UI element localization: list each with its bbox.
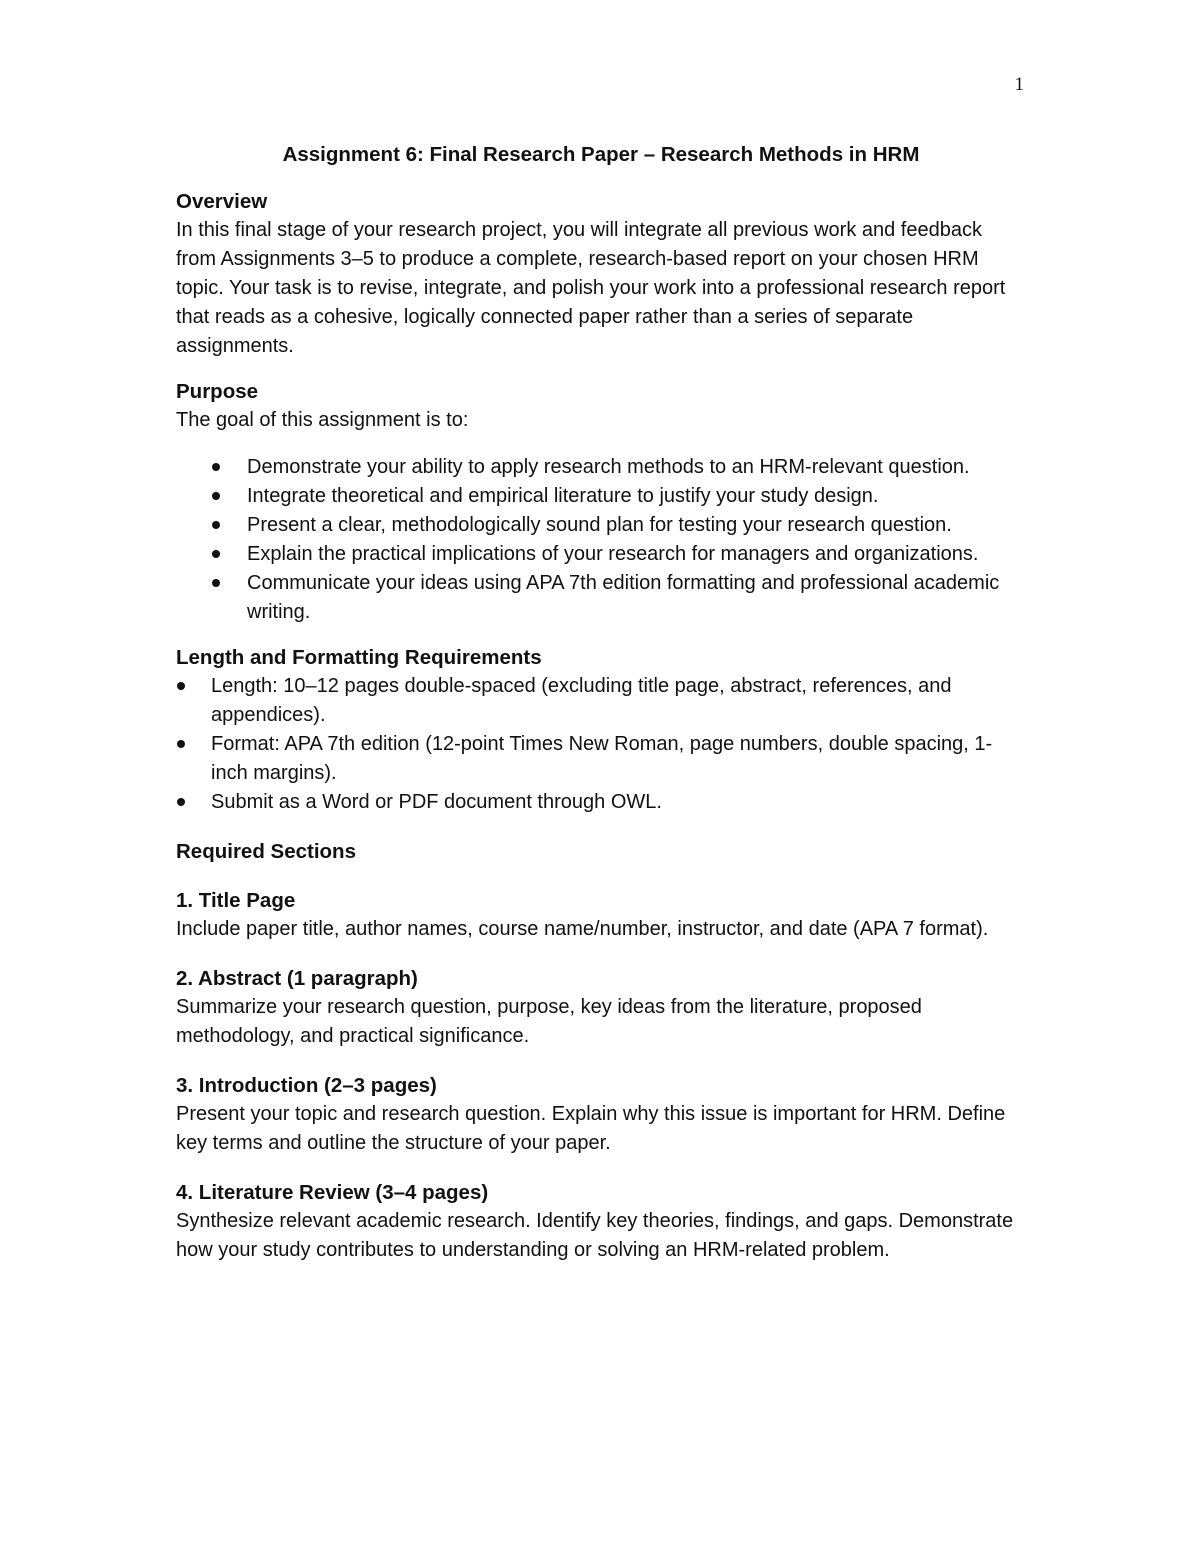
list-item-text: Length: 10–12 pages double-spaced (excluding title page, abstract, references, and appendices). xyxy=(211,675,952,726)
page-number: 1 xyxy=(1014,74,1024,95)
bullet-icon xyxy=(212,521,220,529)
list-item xyxy=(176,569,1026,627)
list-item xyxy=(176,482,1026,511)
required-sections-heading-block xyxy=(176,837,1026,866)
document-title: Assignment 6: Final Research Paper – Research Methods in HRM xyxy=(282,143,920,166)
bullet-icon xyxy=(177,740,185,748)
bullet-icon xyxy=(177,682,185,690)
length-formatting-heading: Length and Formatting Requirements xyxy=(176,646,542,669)
list-item xyxy=(176,730,1026,788)
required-sections-heading: Required Sections xyxy=(176,840,356,863)
section-text: Include paper title, author names, course name/number, instructor, and date (APA 7 format). xyxy=(176,918,989,940)
purpose-intro: The goal of this assignment is to: xyxy=(176,409,469,431)
section-text: Summarize your research question, purpose, key ideas from the literature, proposed methodology, and practical significance. xyxy=(176,996,922,1047)
purpose-section xyxy=(176,377,1026,627)
list-item-text: Integrate theoretical and empirical literature to justify your study design. xyxy=(247,485,879,507)
list-item-text: Present a clear, methodologically sound plan for testing your research question. xyxy=(247,514,952,536)
list-item xyxy=(176,788,1026,817)
overview-heading: Overview xyxy=(176,190,268,213)
list-item-text: Submit as a Word or PDF document through OWL. xyxy=(211,791,662,813)
list-item xyxy=(176,511,1026,540)
list-item-text: Communicate your ideas using APA 7th edition formatting and professional academic writing. xyxy=(247,572,1000,623)
list-item xyxy=(176,453,1026,482)
list-item xyxy=(176,540,1026,569)
section-text: Synthesize relevant academic research. Identify key theories, findings, and gaps. Demonstrate how your study contributes to understanding or solving an HRM-related problem. xyxy=(176,1210,1014,1261)
list-item-text: Explain the practical implications of your research for managers and organizations. xyxy=(247,543,979,565)
purpose-list xyxy=(176,453,1026,627)
overview-section xyxy=(176,187,1026,361)
length-formatting-section xyxy=(176,643,1026,817)
purpose-heading: Purpose xyxy=(176,380,259,403)
section-text: Present your topic and research question. Explain why this issue is important for HRM. Define key terms and outline the structure of your paper. xyxy=(176,1103,1006,1154)
title-page-section xyxy=(176,886,1026,944)
list-item-text: Format: APA 7th edition (12-point Times New Roman, page numbers, double spacing, 1-inch margins). xyxy=(211,733,993,784)
list-item-text: Demonstrate your ability to apply research methods to an HRM-relevant question. xyxy=(247,456,970,478)
bullet-icon xyxy=(212,492,220,500)
overview-text: In this final stage of your research project, you will integrate all previous work and feedback from Assignments 3–5 to produce a complete, research-based report on your chosen HRM topic. Your task is to revise, integrate, and polish your work into a professional research report that reads as a cohesive, logically connected paper rather than a series of separate assignments. xyxy=(176,219,1006,357)
bullet-icon xyxy=(212,463,220,471)
length-formatting-list xyxy=(176,672,1026,817)
section-heading: 3. Introduction (2–3 pages) xyxy=(176,1074,437,1097)
bullet-icon xyxy=(212,550,220,558)
abstract-section xyxy=(176,964,1026,1051)
document-body xyxy=(176,140,1026,1281)
section-heading: 4. Literature Review (3–4 pages) xyxy=(176,1181,489,1204)
list-item xyxy=(176,672,1026,730)
bullet-icon xyxy=(212,579,220,587)
bullet-icon xyxy=(177,798,185,806)
section-heading: 2. Abstract (1 paragraph) xyxy=(176,967,418,990)
introduction-section xyxy=(176,1071,1026,1158)
section-heading: 1. Title Page xyxy=(176,889,296,912)
literature-review-section xyxy=(176,1178,1026,1265)
